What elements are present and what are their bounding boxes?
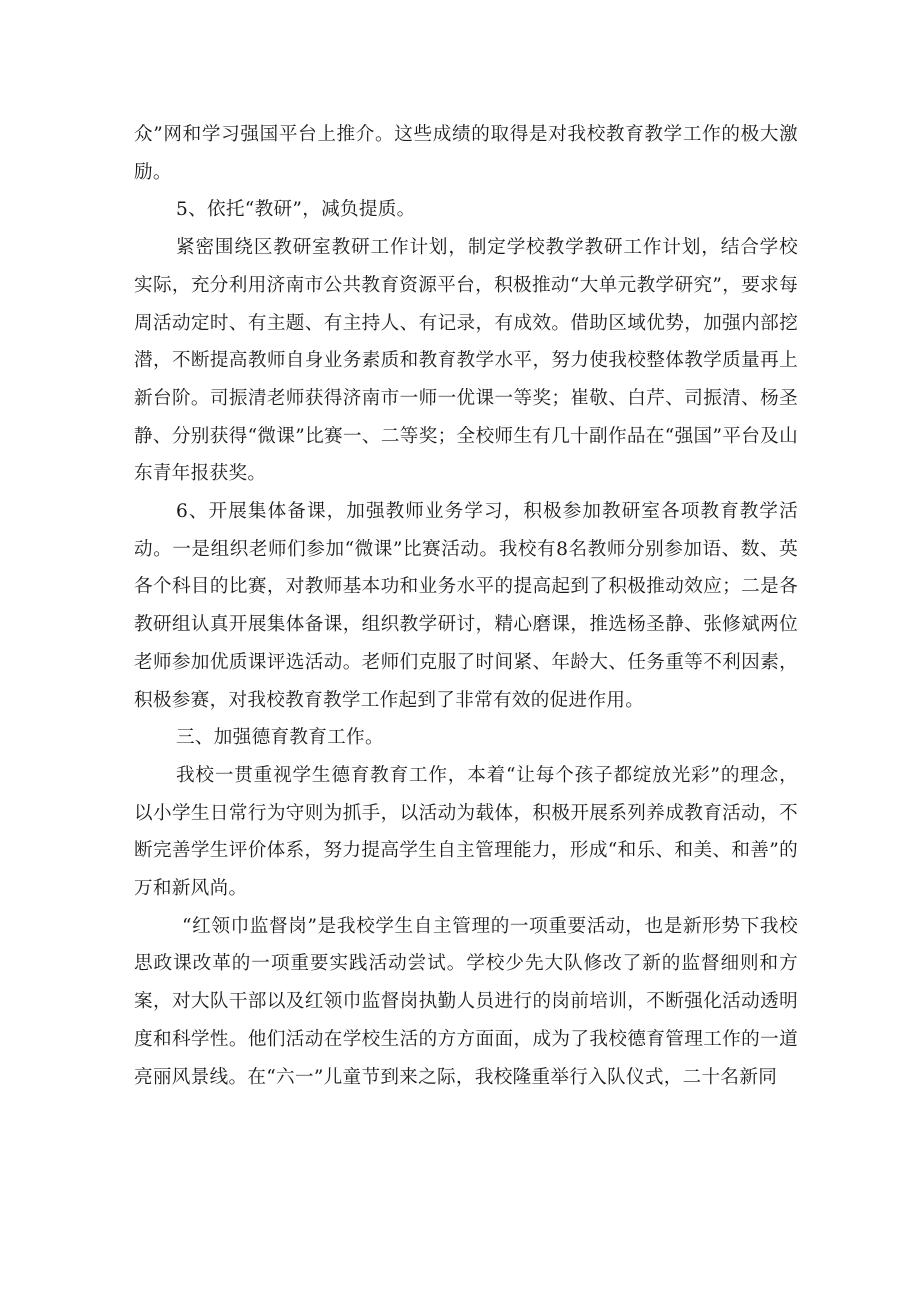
section-heading-3: 三、加强德育教育工作。 xyxy=(176,727,384,749)
section-heading-5: 5、依托“教研”，减负提质。 xyxy=(176,199,416,221)
paragraph-teaching-research: 紧密围绕区教研室教研工作计划，制定学校教学教研工作计划，结合学校实际，充分利用济南市公共教育资源平台，积极推动“大单元教学研究”，要求每周活动定时、有主题、有主持人、有记录，有成效。借助区域优势，加强内部挖潜，不断提高教师自身业务素质和教育教学水平，努力使我校整体教学质量再上新台阶。司振清老师获得济南市一师一优课一等奖；崔敬、白芹、司振清、杨圣静、分别获得“微课”比赛一、二等奖；全校师生有几十副作品在“强国”平台及山东青年报获奖。 xyxy=(134,237,798,485)
section-heading-6-paragraph: 6、开展集体备课，加强教师业务学习，积极参加教研室各项教育教学活动。一是组织老师们参加“微课”比赛活动。我校有8名教师分别参加语、数、英各个科目的比赛，对教师基本功和业务水平的提高起到了积极推动效应；二是各教研组认真开展集体备课，组织教学研讨，精心磨课，推选杨圣静、张修斌两位老师参加优质课评选活动。老师们克服了时间紧、年龄大、任务重等不利因素，积极参赛，对我校教育教学工作起到了非常有效的促进作用。 xyxy=(134,501,798,711)
paragraph-continuation: 众”网和学习强国平台上推介。这些成绩的取得是对我校教育教学工作的极大激励。 xyxy=(134,124,798,183)
document-body xyxy=(134,116,798,1096)
paragraph-red-scarf-supervision: “红领巾监督岗”是我校学生自主管理的一项重要活动，也是新形势下我校思政课改革的一项重要实践活动尝试。学校少先大队修改了新的监督细则和方案，对大队干部以及红领巾监督岗执勤人员进行的岗前培训，不断强化活动透明度和科学性。他们活动在学校生活的方方面面，成为了我校德育管理工作的一道亮丽风景线。在“六一”儿童节到来之际，我校隆重举行入队仪式，二十名新同 xyxy=(134,915,798,1088)
paragraph-moral-education: 我校一贯重视学生德育教育工作，本着“让每个孩子都绽放光彩”的理念，以小学生日常行为守则为抓手，以活动为载体，积极开展系列养成教育活动，不断完善学生评价体系，努力提高学生自主管理能力，形成“和乐、和美、和善”的万和新风尚。 xyxy=(134,764,798,900)
